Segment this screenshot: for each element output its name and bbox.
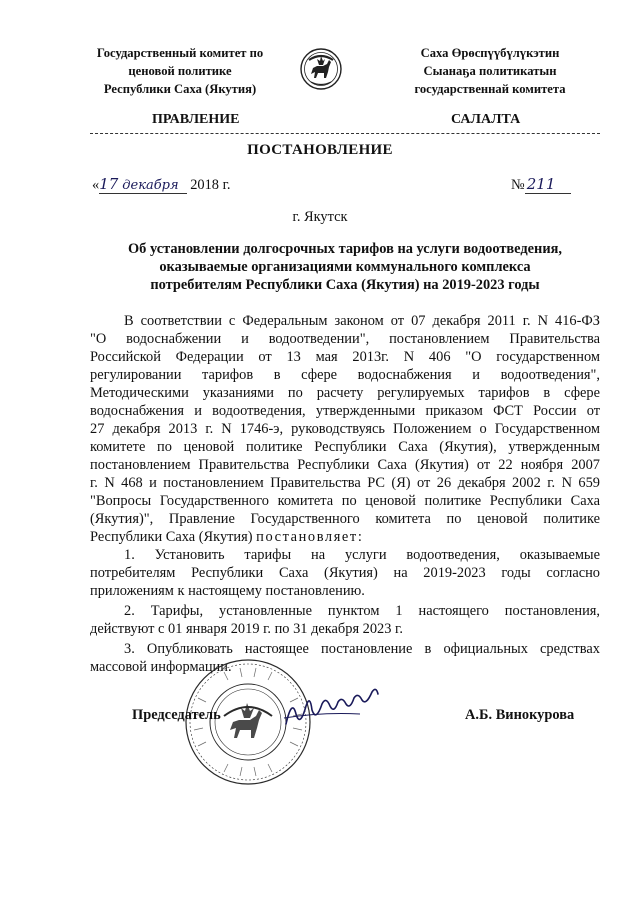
header-right-line: Сыанаҕа политикатын — [423, 64, 557, 78]
list-item — [90, 640, 600, 676]
preamble-line: регулировании тарифов в сфере водоснабжения и водоотведения", — [90, 367, 600, 383]
list-item — [90, 602, 600, 638]
preamble-line: Российской Федерации от 13 мая 2013г. N 406 "О государственном — [90, 349, 600, 365]
item-line: 3. Опубликовать настоящее постановление в официальных средствах — [124, 641, 600, 657]
header-right-line: Саха Өрөспүүбүлүкэтин — [420, 46, 560, 60]
preamble-line: 27 декабря 2013 г. N 1746-э, руководствуясь Положением о Государственном — [90, 421, 600, 437]
date-quote: « — [92, 177, 100, 193]
signatory-name: А.Б. Винокурова — [465, 707, 575, 723]
preamble-line: постановлением Правительства Республики Саха (Якутия) от 22 ноября 2007 — [90, 457, 600, 473]
resolves-word: постановляет: — [256, 529, 364, 545]
preamble-last-line-prefix: Республики Саха (Якутия) — [90, 529, 257, 545]
item-line: приложениям к настоящему постановлению. — [90, 583, 365, 599]
list-item — [90, 546, 600, 600]
preamble-line: комитете по ценовой политике Республики Саха (Якутия), утвержденным — [90, 439, 600, 455]
signatory-position: Председатель — [132, 707, 221, 723]
title-line: потребителям Республики Саха (Якутия) на 2019-2023 годы — [150, 277, 540, 293]
coat-of-arms-emblem — [299, 42, 343, 96]
header-left — [70, 44, 290, 98]
header-left-line: Республики Саха (Якутия) — [103, 82, 257, 96]
preamble-line: "Вопросы Государственного комитета по ценовой политике Республики Саха — [90, 493, 600, 509]
date-month-handwritten: декабря — [118, 178, 186, 194]
item-line: 1. Установить тарифы на услуги водоотведения, оказываемые — [124, 547, 600, 563]
preamble-line: (Якутия)", Правление Государственного комитета по ценовой политике — [90, 511, 600, 527]
number-sign: № — [511, 177, 525, 193]
number-value-handwritten: 211 — [525, 175, 572, 194]
header-right — [385, 44, 595, 98]
document-number — [511, 175, 571, 194]
preamble-last-line — [90, 528, 600, 546]
title-line: Об установлении долгосрочных тарифов на услуги водоотведения, — [127, 241, 562, 257]
header-left-org: ПРАВЛЕНИЕ — [152, 112, 240, 127]
document-type-title: ПОСТАНОВЛЕНИЕ — [247, 142, 393, 158]
preamble-line: Методическими указаниями по расчету регулируемых тарифов в сфере — [90, 385, 600, 401]
preamble-line: "О водоснабжении и водоотведении", постановлением Правительства — [90, 331, 600, 347]
item-line: массовой информации. — [90, 659, 232, 675]
item-line: 2. Тарифы, установленные пунктом 1 настоящего постановления, — [124, 603, 600, 619]
item-line: потребителям Республики Саха (Якутия) на 2019-2023 годы согласно — [90, 565, 600, 581]
header-left-line: ценовой политике — [128, 64, 232, 78]
header-right-line: государственнай комитета — [414, 82, 566, 96]
preamble-line: г. N 468 и постановлением Правительства РС (Я) от 26 декабря 2002 г. N 659 — [90, 475, 600, 491]
header-divider — [90, 133, 600, 134]
resolution-items — [90, 546, 600, 676]
title-line: оказываемые организациями коммунального комплекса — [159, 259, 531, 275]
resolution-title — [90, 240, 600, 294]
preamble-line: водоснабжения и водоотведения, утвержденными приказом ФСТ России от — [90, 403, 600, 419]
preamble — [90, 312, 600, 546]
item-line: действуют с 01 января 2019 г. по 31 декабря 2023 г. — [90, 621, 403, 637]
header-left-line: Государственный комитет по — [96, 46, 264, 60]
preamble-line: В соответствии с Федеральным законом от 07 декабря 2011 г. N 416-ФЗ — [124, 313, 600, 329]
handwritten-signature — [282, 684, 382, 732]
document-date — [92, 175, 230, 194]
city: г. Якутск — [292, 209, 348, 225]
date-year: 2018 г. — [190, 177, 231, 193]
date-day-handwritten: 17 — [99, 175, 119, 193]
header-right-org: САЛАЛТА — [451, 112, 521, 127]
